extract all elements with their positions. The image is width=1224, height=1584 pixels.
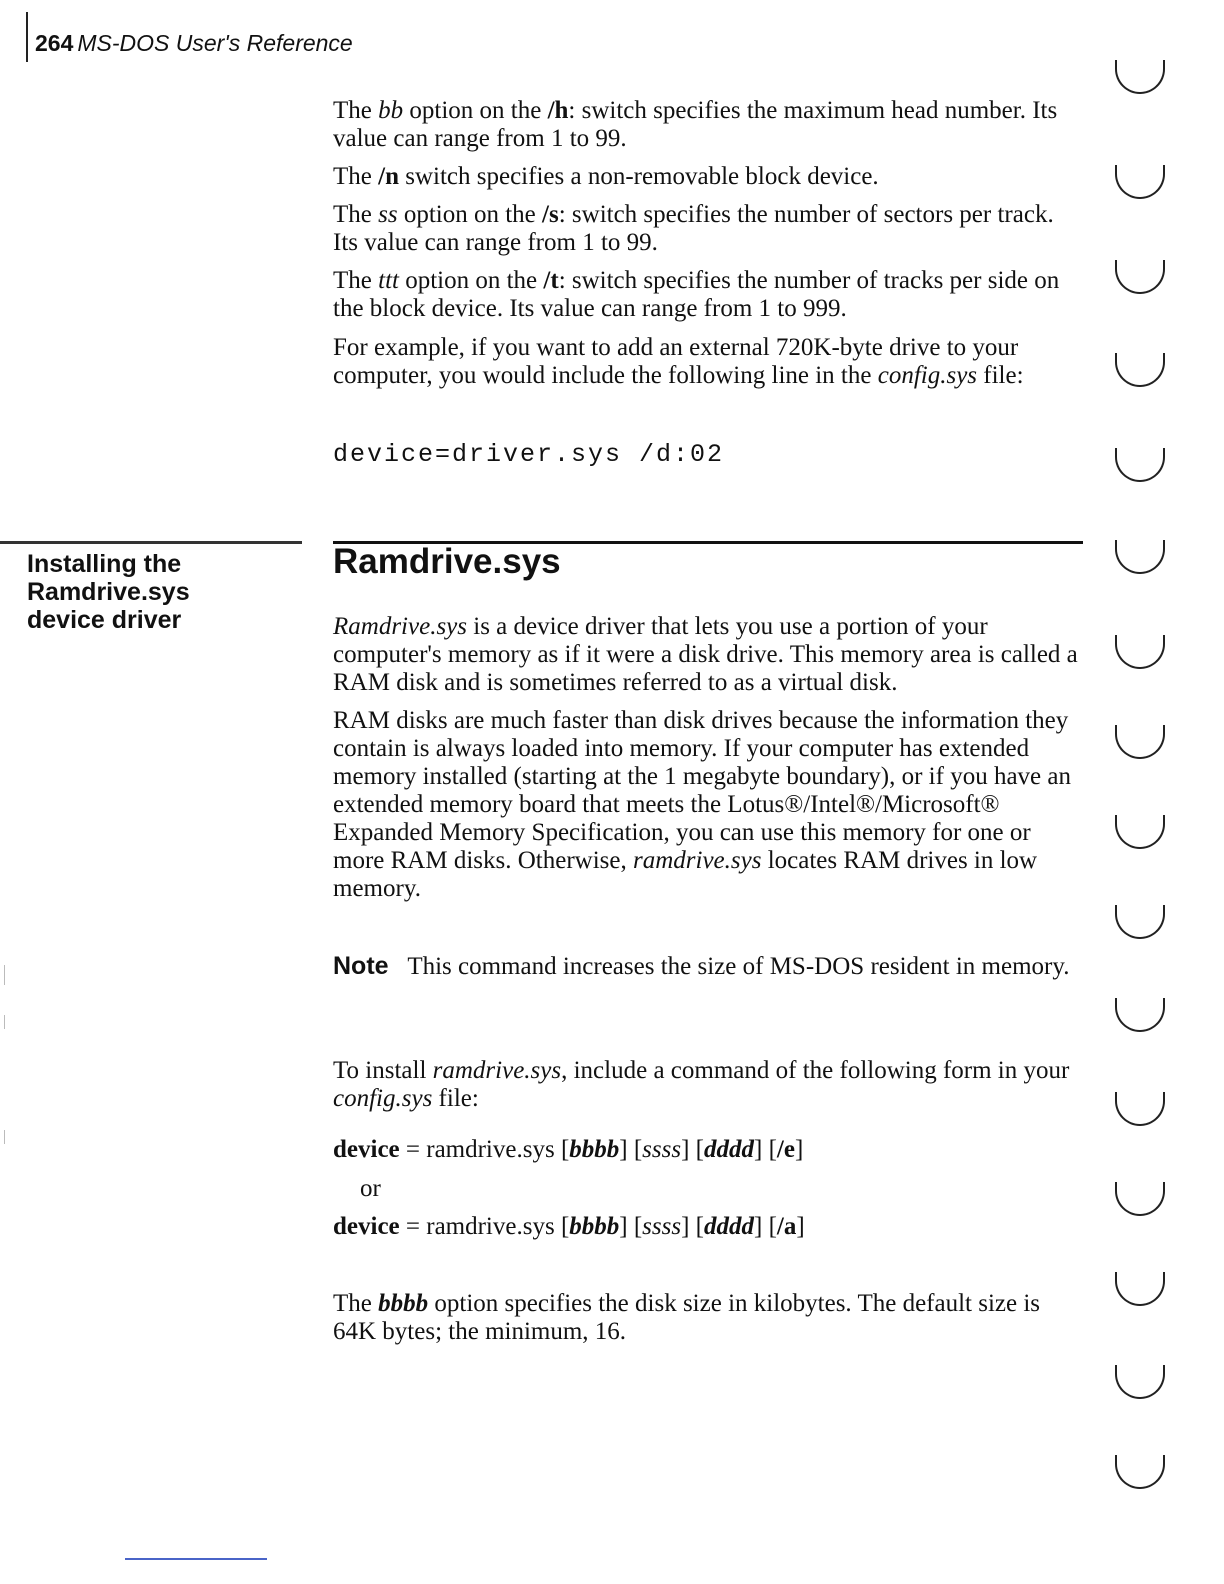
syntax-or: or xyxy=(360,1175,381,1202)
binder-ring xyxy=(1115,905,1165,939)
paragraph-install: To install ramdrive.sys, include a command of the following form in your config.sys file: xyxy=(333,1057,1070,1112)
code-example: device=driver.sys /d:02 xyxy=(333,440,725,469)
note: Note This command increases the size of MS-DOS resident in memory. xyxy=(333,952,1070,980)
sidebar-rule xyxy=(0,541,302,544)
paragraph-bbbb: The bbbb option specifies the disk size in kilobytes. The default size is 64K bytes; the minimum, 16. xyxy=(333,1290,1041,1345)
paragraph-t-switch: The ttt option on the /t: switch specifies the number of tracks per side on the block device. Its value can range from 1 to 999. xyxy=(333,267,1060,322)
paragraph-ram-disks: RAM disks are much faster than disk drives because the information they contain is always loaded into memory. If your computer has extended memory installed (starting at the 1 megabyte boundary), or if you have an extended memory board that meets the Lotus®/Intel®/Microsoft® Expanded Memory Specification, you can use this memory for one or more RAM disks. Otherwise, ramdrive.sys locates RAM drives in low memory. xyxy=(333,707,1071,902)
binder-ring xyxy=(1115,1182,1165,1216)
binder-ring xyxy=(1115,1272,1165,1306)
sidebar-heading: Installing the Ramdrive.sys device driver xyxy=(27,550,190,634)
binder-ring xyxy=(1115,635,1165,669)
binder-ring xyxy=(1115,998,1165,1032)
binder-ring xyxy=(1115,353,1165,387)
page-number: 264 xyxy=(35,30,74,56)
binder-ring xyxy=(1115,540,1165,574)
binder-ring xyxy=(1115,448,1165,482)
running-header xyxy=(35,30,353,57)
section-title: Ramdrive.sys xyxy=(333,542,561,581)
syntax-line-1: device = ramdrive.sys [bbbb] [ssss] [dddd] [/e] xyxy=(333,1136,804,1163)
paragraph-s-switch: The ss option on the /s: switch specifies the number of sectors per track. Its value can range from 1 to 99. xyxy=(333,201,1054,256)
binder-ring xyxy=(1115,815,1165,849)
paragraph-n-switch: The /n switch specifies a non-removable block device. xyxy=(333,163,879,190)
binder-ring xyxy=(1115,260,1165,294)
syntax-line-2: device = ramdrive.sys [bbbb] [ssss] [dddd] [/a] xyxy=(333,1213,805,1240)
paragraph-intro: Ramdrive.sys is a device driver that lets you use a portion of your computer's memory as if it were a disk drive. This memory area is called a RAM disk and is sometimes referred to as a virtual disk. xyxy=(333,613,1078,696)
binder-ring xyxy=(1115,1092,1165,1126)
margin-mark xyxy=(4,965,5,985)
binder-ring xyxy=(1115,725,1165,759)
binder-ring xyxy=(1115,60,1165,94)
header-rule xyxy=(26,12,28,62)
paragraph-head-switch: The bb option on the /h: switch specifies the maximum head number. Its value can range from 1 to 99. xyxy=(333,97,1058,152)
scan-edge-line xyxy=(125,1558,267,1560)
binder-ring xyxy=(1115,165,1165,199)
binder-ring xyxy=(1115,1365,1165,1399)
book-title: MS-DOS User's Reference xyxy=(77,30,353,56)
paragraph-example: For example, if you want to add an external 720K-byte drive to your computer, you would include the following line in the config.sys file: xyxy=(333,334,1024,389)
margin-mark xyxy=(4,1015,5,1029)
note-label: Note xyxy=(333,952,389,980)
binder-ring xyxy=(1115,1455,1165,1489)
margin-mark xyxy=(4,1130,5,1144)
